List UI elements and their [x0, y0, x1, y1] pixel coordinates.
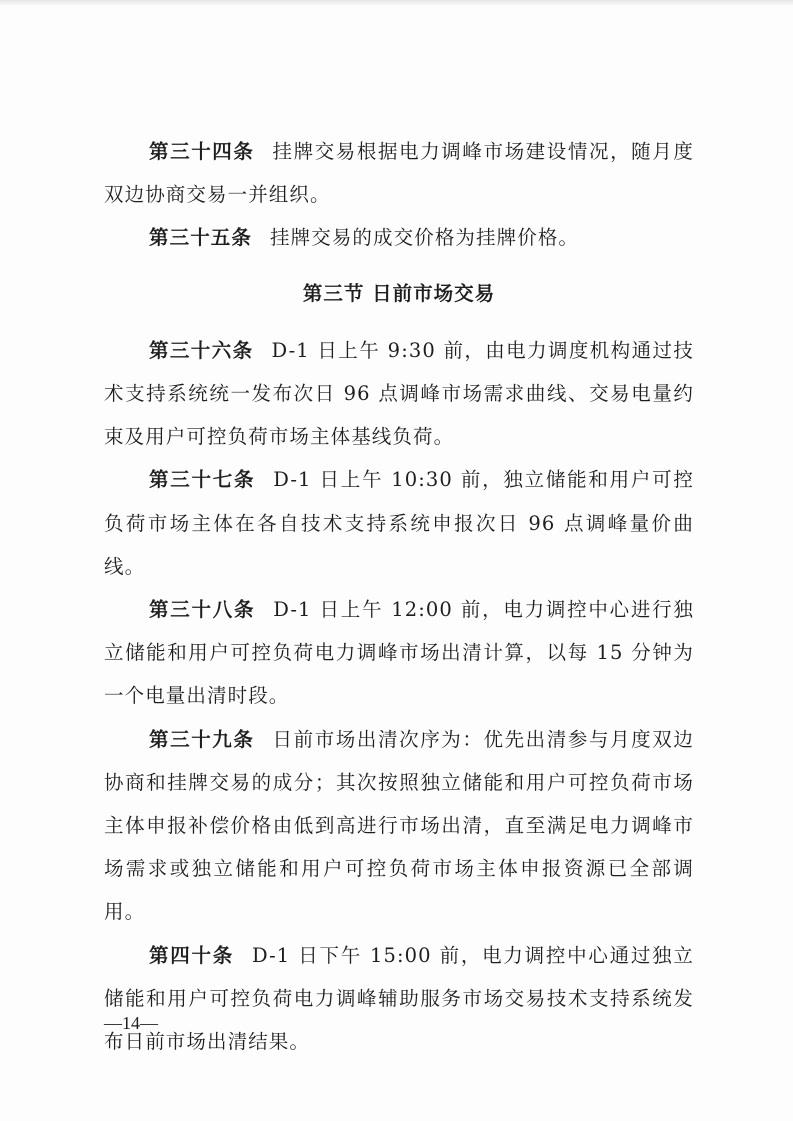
article-text: D-1 日上午 9:30 前，由电力调度机构通过技术支持系统统一发布次日 96 点调峰市场需求曲线、交易电量约束及用户可控负荷市场主体基线负荷。 — [104, 338, 694, 449]
article-text: 挂牌交易根据电力调峰市场建设情况，随月度双边协商交易一并组织。 — [104, 140, 694, 207]
article-number: 第三十五条 — [149, 226, 253, 250]
article-text: D-1 日上午 12:00 前，电力调控中心进行独立储能和用户可控负荷电力调峰市场出清计算，以每 15 分钟为一个电量出清时段。 — [104, 598, 694, 708]
article-paragraph — [104, 718, 694, 934]
page-number: —14— — [104, 1013, 158, 1033]
article-text: D-1 日下午 15:00 前，电力调控中心通过独立储能和用户可控负荷电力调峰辅助服务市场交易技术支持系统发布日前市场出清结果。 — [104, 943, 694, 1054]
scan-top-edge — [0, 0, 793, 6]
article-text: D-1 日上午 10:30 前，独立储能和用户可控负荷市场主体在各自技术支持系统申报次日 96 点调峰量价曲线。 — [104, 468, 694, 578]
article-number: 第四十条 — [149, 943, 235, 967]
document-body — [104, 130, 694, 1063]
article-text: 日前市场出清次序为：优先出清参与月度双边协商和挂牌交易的成分；其次按照独立储能和用户可控负荷市场主体申报补偿价格由低到高进行市场出清，直至满足电力调峰市场需求或独立储能和用户可控负荷市场主体申报资源已全部调用。 — [104, 727, 694, 924]
section-heading: 第三节 日前市场交易 — [302, 281, 496, 305]
article-paragraph — [104, 216, 694, 259]
article-paragraph — [104, 588, 694, 718]
article-text: 挂牌交易的成交价格为挂牌价格。 — [270, 226, 580, 250]
article-paragraph — [104, 130, 694, 216]
article-number: 第三十四条 — [149, 140, 255, 163]
article-paragraph — [104, 458, 694, 588]
article-paragraph — [104, 934, 694, 1064]
article-number: 第三十七条 — [149, 468, 256, 492]
article-paragraph — [104, 329, 694, 459]
article-number: 第三十九条 — [149, 727, 255, 751]
article-number: 第三十八条 — [149, 598, 256, 622]
article-number: 第三十六条 — [149, 338, 254, 362]
